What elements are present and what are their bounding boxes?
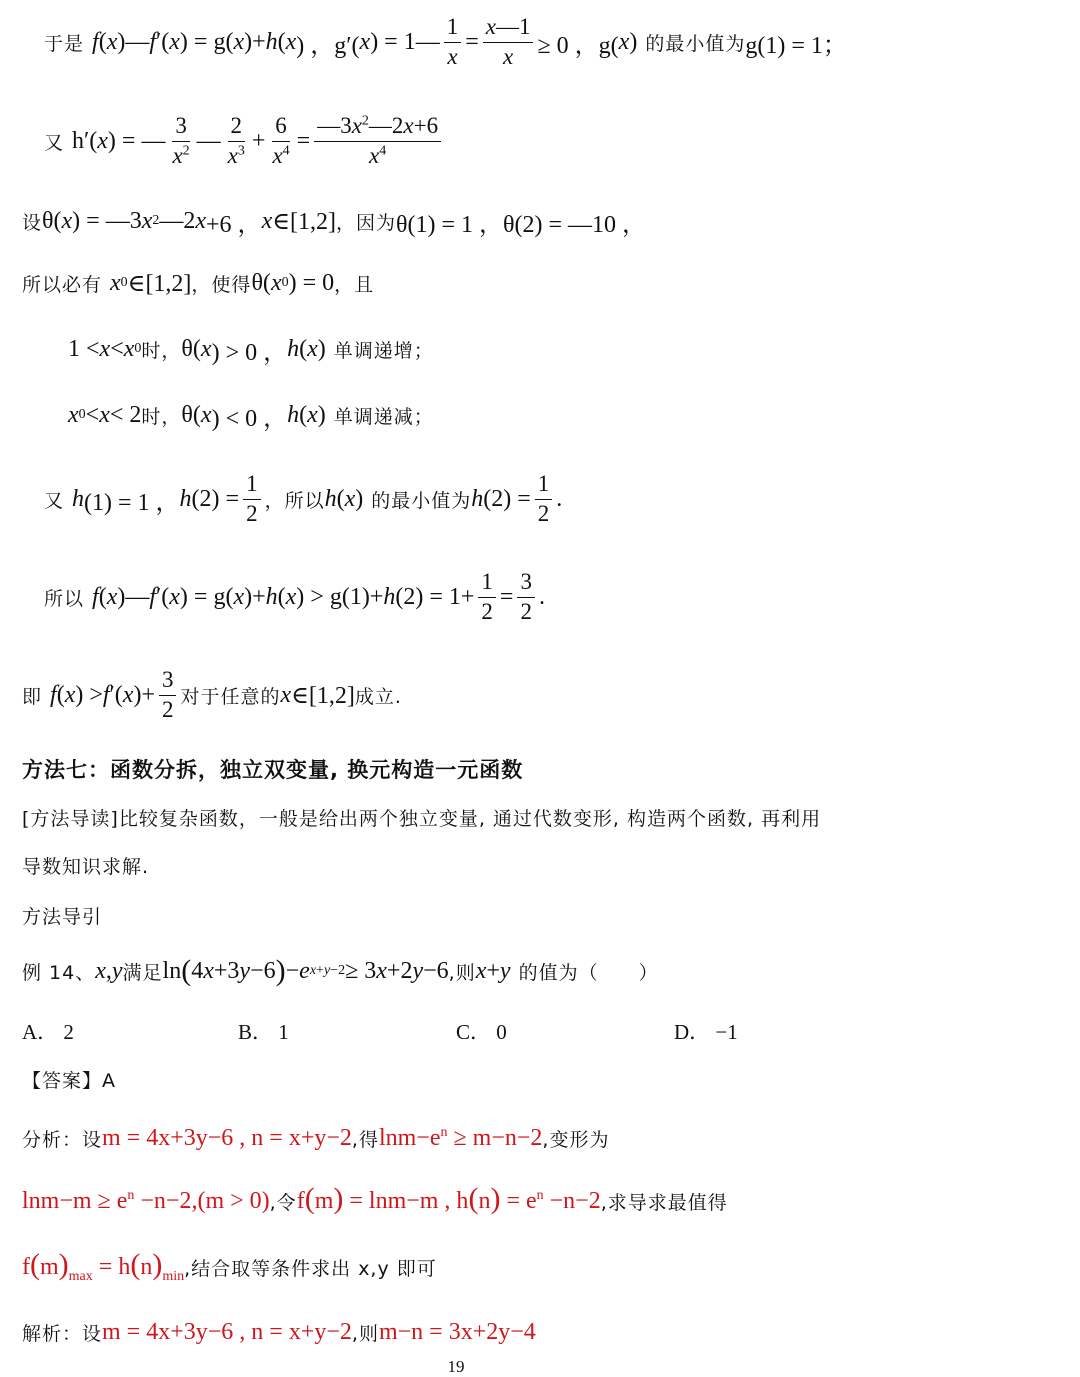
fraction: $\frac{3}{x^2}$ (172, 113, 190, 168)
fraction: $\frac{2}{x^3}$ (227, 113, 245, 168)
method-subheading: 方法导引 (22, 905, 103, 928)
line-3: 设 θ( x ) = —3 x 2 —2 x +6 ， x ∈[1,2] ，因为 θ(1) = 1 ，θ(2) = —10 ， (22, 207, 647, 238)
fraction: $\frac{3}{2}$ (517, 570, 535, 623)
text: 例 14、 (22, 961, 96, 984)
text: 时， (141, 405, 182, 428)
fraction: $\frac{1}{2}$ (478, 570, 496, 623)
example-14-question: 例 14、 x , y 满足 ln ( 4 x +3 y −6 ) − e x+y−2 ≥ 3 x +2 y −6 ,则 x + y 的值为（ ） (22, 954, 659, 987)
text: ,求导求最值得 (600, 1191, 728, 1214)
fraction: $\frac{x—1}{x}$ (483, 15, 534, 68)
fraction: $\frac{1}{2}$ (243, 472, 261, 525)
text: ,令 (269, 1191, 297, 1214)
text: 所以必有 (22, 273, 103, 296)
analysis-line-3: $f(m)_{max} = h(n)_{min}$ ,结合取等条件求出 x,y 即可 (22, 1248, 437, 1284)
text: 成立. (354, 685, 402, 708)
text: ,则 (448, 961, 476, 984)
fraction: $\frac{1}{2}$ (535, 472, 553, 525)
text: 又 (44, 489, 65, 512)
line-8: 所以 f ( x )— f ′( x ) = g( x )+ h ( x ) > g(1)+ h (2) = 1+ $\frac{1}{2}$ = $\frac{3}{2}$ . (44, 569, 545, 624)
text: 于是 (44, 32, 85, 55)
choice-b: B． 1 (238, 1020, 289, 1044)
text: 的最小值为 (371, 489, 472, 512)
choice-c: C． 0 (456, 1020, 507, 1044)
method-guide-line-2: 导数知识求解. (22, 855, 150, 878)
text: ,结合取等条件求出 x,y 即可 (184, 1257, 437, 1280)
text: 的值为（ ） (518, 961, 659, 984)
answer: 【答案】A (22, 1069, 116, 1092)
line-1: 于是 f ( x )— f ′( x ) = g( x )+ h ( x ) ，g′( x ) = 1— $\frac{1}{x}$ = $\frac{x—1}{x}$ ≥ 0 ，g( x ) 的最小值为 g(1) = 1； (44, 14, 847, 69)
choice-a: A． 2 (22, 1020, 74, 1044)
analysis-line-1: 分析：设 m = 4x+3y−6 , n = x+y−2 ,得 $\ln m-e^n \ge m-n-2$ ,变形为 (22, 1124, 610, 1151)
method-guide-line-1: [方法导读]比较复杂函数，一般是给出两个独立变量, 通过代数变形, 构造两个函数, 再利用 (22, 807, 822, 830)
fraction: $\frac{3}{2}$ (159, 668, 177, 721)
analysis-line-2: $\ln m-m \ge e^n -n-2,(m > 0)$ ,令 f(m) = lnm−m , $h(n) = e^n -n-2$ ,求导求最值得 (22, 1182, 728, 1215)
text: ，所以 (264, 489, 325, 512)
text: ，使得 (191, 273, 252, 296)
text: 满足 (122, 961, 163, 984)
text: 又 (44, 131, 65, 154)
line-7: 又 h (1) = 1 ， h (2) = $\frac{1}{2}$ ，所以 h ( x ) 的最小值为 h (2) = $\frac{1}{2}$ . (44, 471, 563, 526)
text: 的最小值为 (645, 32, 746, 55)
text: ，且 (334, 273, 375, 296)
text: ,则 (351, 1322, 379, 1345)
text: 时， (141, 339, 182, 362)
line-4: 所以必有 x 0 ∈[1,2] ，使得 θ( x 0 ) = 0 ，且 (22, 269, 375, 297)
choice-d: D． −1 (674, 1020, 738, 1044)
text: ,变形为 (542, 1128, 610, 1151)
solution-line-1: 解析：设 m = 4x+3y−6 , n = x+y−2 ,则 m−n = 3x+2y−4 (22, 1318, 536, 1345)
fraction: $\frac{—3x^2—2x+6}{x^4}$ (314, 114, 441, 167)
line-2: 又 h′( x ) = — $\frac{3}{x^2}$ — $\frac{2}{x^3}$ + $\frac{6}{x^4}$ = $\frac{—3x^2—2x+6}{x^4}$ (44, 108, 445, 174)
text: 解析：设 (22, 1322, 103, 1345)
line-6: x 0 < x < 2 时， θ( x ) < 0 ， h ( x ) 单调递减； (68, 401, 434, 432)
text: 单调递减； (333, 405, 434, 428)
text: 单调递增； (333, 339, 434, 362)
text: ,得 (351, 1128, 379, 1151)
method-heading: 方法七：函数分拆，独立双变量, 换元构造一元函数 (22, 758, 524, 782)
text: 设 (22, 211, 43, 234)
text: ，因为 (335, 211, 396, 234)
line-9: 即 f ( x ) > f ′( x )+ $\frac{3}{2}$ 对于任意的 x ∈[1,2] 成立. (22, 667, 402, 722)
text: 对于任意的 (180, 685, 281, 708)
text: 即 (22, 685, 43, 708)
text: 所以 (44, 587, 85, 610)
fraction: $\frac{6}{x^4}$ (272, 113, 290, 168)
page-number: 19 (447, 1357, 465, 1376)
text: 分析：设 (22, 1128, 103, 1151)
line-5: 1 < x < x 0 时， θ( x ) > 0 ， h ( x ) 单调递增； (68, 335, 434, 366)
fraction: $\frac{1}{x}$ (444, 15, 462, 68)
